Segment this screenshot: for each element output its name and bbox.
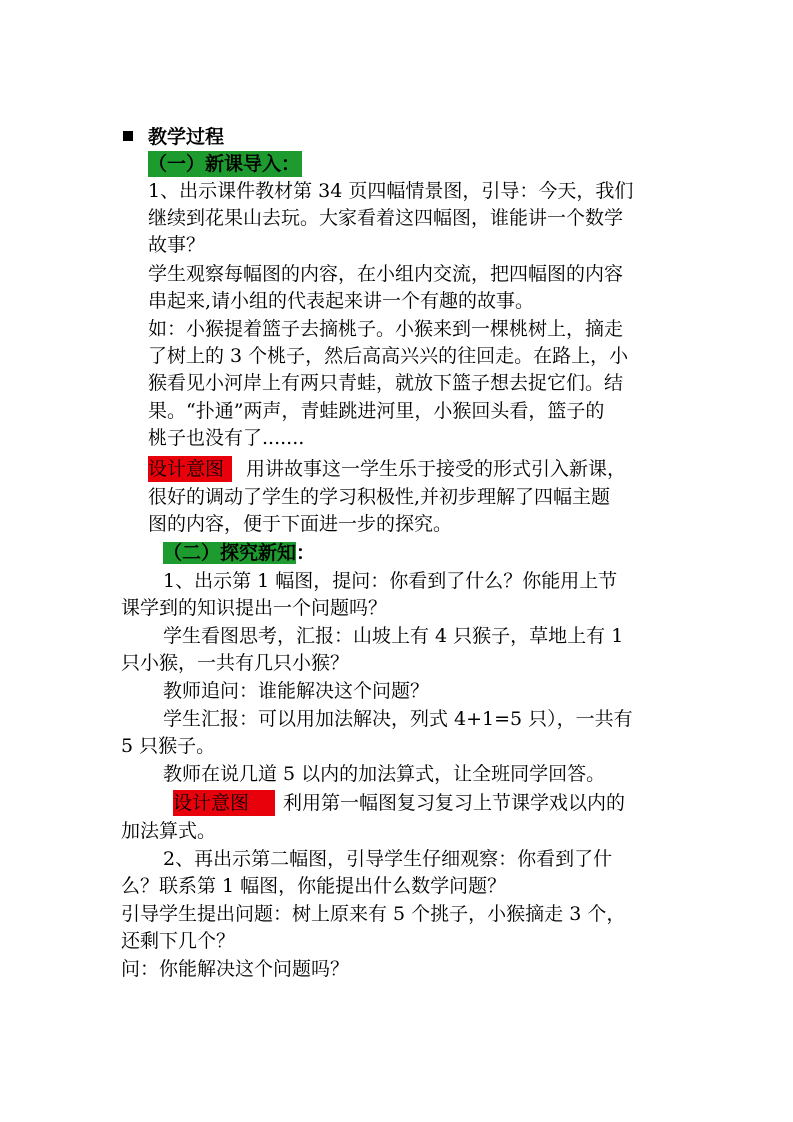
paragraph-line: 加法算式。 bbox=[121, 820, 217, 842]
part1-heading: （一）新课导入： bbox=[148, 153, 301, 175]
paragraph-line: 如：小猴提着篮子去摘桃子。小猴来到一棵桃树上，摘走 bbox=[148, 318, 624, 340]
paragraph-line: 桃子也没有了....... bbox=[148, 427, 305, 449]
part2-heading-highlight: （二）探究新知 bbox=[163, 542, 297, 564]
paragraph-line: 学生观察每幅图的内容，在小组内交流，把四幅图的内容 bbox=[148, 263, 624, 285]
paragraph-line: 故事？ bbox=[148, 234, 206, 256]
paragraph-line: 问：你能解决这个问题吗？ bbox=[121, 958, 350, 980]
paragraph-line: 果。“扑通”两声，青蛙跳进河里，小猴回头看，篮子的 bbox=[148, 400, 605, 422]
paragraph-line: 引导学生提出问题：树上原来有 5 个挑子，小猴摘走 3 个， bbox=[121, 903, 626, 925]
paragraph-line: 课学到的知识提出一个问题吗？ bbox=[121, 597, 388, 619]
design-intent-label: 设计意图 bbox=[148, 456, 232, 482]
paragraph-line: 串起来,请小组的代表起来讲一个有趣的故事。 bbox=[148, 290, 535, 312]
paragraph-line: 5 只猴子。 bbox=[121, 735, 216, 757]
paragraph-line: 教师追问：谁能解决这个问题？ bbox=[163, 680, 430, 702]
paragraph-line: 1、出示课件教材第 34 页四幅情景图，引导：今天，我们 bbox=[148, 180, 634, 202]
paragraph-line: 图的内容，便于下面进一步的探究。 bbox=[148, 513, 453, 535]
paragraph-line: 2、再出示第二幅图，引导学生仔细观察：你看到了什 bbox=[163, 848, 613, 870]
part2-heading bbox=[163, 540, 315, 566]
paragraph-line: 很好的调动了学生的学习积极性,并初步理解了四幅主题 bbox=[148, 486, 611, 508]
paragraph-line: 教师在说几道 5 以内的加法算式，让全班同学回答。 bbox=[163, 763, 606, 785]
square-bullet-icon bbox=[123, 131, 133, 141]
paragraph-line: 学生汇报：可以用加法解决，列式 4+1=5 只），一共有 bbox=[163, 708, 633, 730]
paragraph-line: 利用第一幅图复习复习上节课学戏以内的 bbox=[283, 792, 626, 814]
design-intent-label: 设计意图 bbox=[173, 790, 275, 816]
paragraph-line: 还剩下几个？ bbox=[121, 930, 236, 952]
paragraph-line: 猴看见小河岸上有两只青蛙，就放下篮子想去捉它们。结 bbox=[148, 372, 624, 394]
paragraph-line: 么？联系第 1 幅图，你能提出什么数学问题？ bbox=[121, 875, 507, 897]
paragraph-line: 用讲故事这一学生乐于接受的形式引入新课， bbox=[246, 458, 627, 480]
section-title: 教学过程 bbox=[148, 126, 225, 148]
paragraph-line: 1、出示第 1 幅图，提问：你看到了什么？你能用上节 bbox=[163, 570, 618, 592]
paragraph-line: 继续到花果山去玩。大家看着这四幅图，谁能讲一个数学 bbox=[148, 207, 624, 229]
paragraph-line: 只小猴，一共有几只小猴？ bbox=[121, 652, 350, 674]
paragraph-line: 了树上的 3 个桃子，然后高高兴兴的往回走。在路上，小 bbox=[148, 345, 629, 367]
part2-heading-colon: ： bbox=[296, 542, 316, 564]
paragraph-line: 学生看图思考，汇报：山坡上有 4 只猴子，草地上有 1 bbox=[163, 625, 624, 647]
